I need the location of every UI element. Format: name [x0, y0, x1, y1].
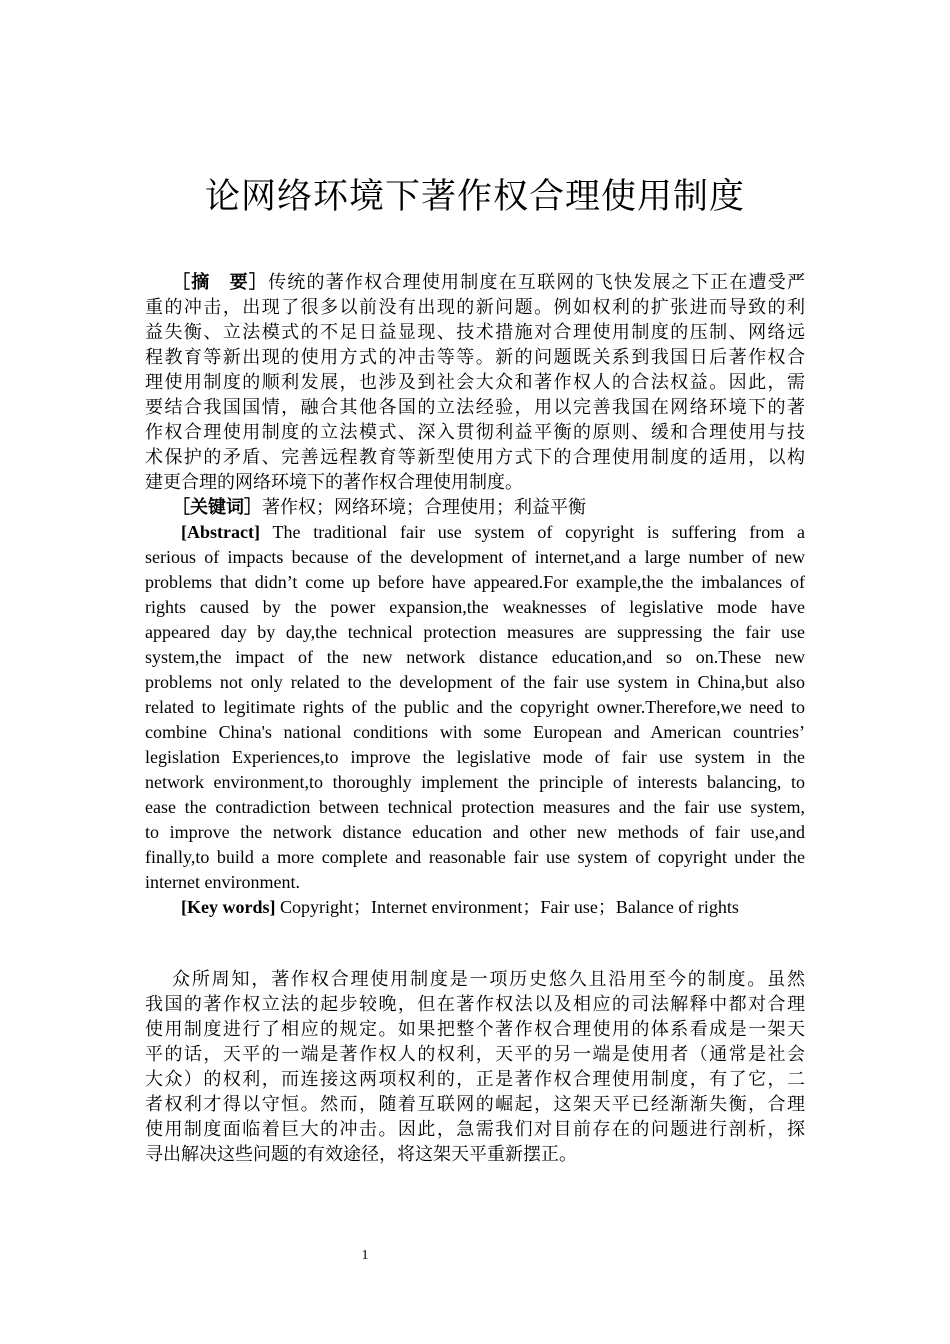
- section-label: ［关键词］: [172, 497, 262, 517]
- line-text: serious of impacts because of the development of internet,and a large number of new: [145, 547, 805, 567]
- line-text: 益失衡、立法模式的不足日益显现、技术措施对合理使用制度的压制、网络远: [145, 322, 805, 342]
- text-line: [145, 795, 805, 820]
- chinese-abstract: [145, 270, 805, 520]
- text-line: [145, 1092, 805, 1117]
- text-line: [145, 695, 805, 720]
- line-text: 要结合我国国情，融合其他各国的立法经验，用以完善我国在网络环境下的著: [145, 397, 805, 417]
- text-line: [145, 845, 805, 870]
- line-text: 理使用制度的顺利发展，也涉及到社会大众和著作权人的合法权益。因此，需: [145, 372, 805, 392]
- line-text: 术保护的矛盾、完善远程教育等新型使用方式下的合理使用制度的适用，以构: [145, 447, 805, 467]
- line-text: ease the contradiction between technical protection measures and the fair use system,: [145, 797, 805, 817]
- line-text: 作权合理使用制度的立法模式、深入贯彻利益平衡的原则、缓和合理使用与技: [145, 422, 805, 442]
- line-text: system,the impact of the new network distance education,and so on.These new: [145, 647, 805, 667]
- text-line: [145, 570, 805, 595]
- document-title: 论网络环境下著作权合理使用制度: [204, 177, 745, 217]
- text-line: [145, 1117, 805, 1142]
- line-text: internet environment.: [145, 872, 300, 892]
- text-line: [145, 395, 805, 420]
- text-line: [145, 1067, 805, 1092]
- page-number: 1: [361, 1248, 369, 1263]
- text-line: [145, 1042, 805, 1067]
- text-line: [145, 270, 805, 295]
- line-text: 平的话，天平的一端是著作权人的权利，天平的另一端是使用者（通常是社会: [145, 1044, 805, 1064]
- abstract-cn-paragraph: [145, 270, 805, 495]
- line-text: to improve the network distance education and other new methods of fair use,and: [145, 822, 805, 842]
- line-text: problems not only related to the development of the fair use system in China,but also: [145, 672, 805, 692]
- text-line: [145, 620, 805, 645]
- section-label: ［摘 要］: [172, 272, 269, 292]
- text-line: [145, 470, 805, 495]
- line-text: 著作权；网络环境；合理使用；利益平衡: [262, 497, 586, 517]
- line-text: 寻出解决这些问题的有效途径，将这架天平重新摆正。: [145, 1144, 577, 1164]
- text-line: [145, 445, 805, 470]
- line-text: 传统的著作权合理使用制度在互联网的飞快发展之下正在遭受严: [268, 272, 805, 292]
- text-line: [145, 370, 805, 395]
- text-line: [145, 495, 805, 520]
- line-text: related to legitimate rights of the public and the copyright owner.Therefore,we need to: [145, 697, 805, 717]
- text-line: [145, 295, 805, 320]
- english-abstract: [145, 520, 805, 920]
- abstract-en-paragraph: [145, 520, 805, 895]
- section-label: [Key words]: [181, 897, 276, 917]
- text-line: [145, 745, 805, 770]
- line-text: legislation Experiences,to improve the legislative mode of fair use system in the: [145, 747, 805, 767]
- line-text: 众所周知，著作权合理使用制度是一项历史悠久且沿用至今的制度。虽然: [172, 969, 805, 989]
- text-line: [145, 345, 805, 370]
- line-text: 大众）的权利，而连接这两项权利的，正是著作权合理使用制度，有了它，二: [145, 1069, 805, 1089]
- keywords-en-paragraph: [145, 895, 805, 920]
- line-text: 建更合理的网络环境下的著作权合理使用制度。: [145, 472, 523, 492]
- text-line: [145, 992, 805, 1017]
- line-text: The traditional fair use system of copyright is suffering from a: [259, 522, 805, 542]
- body-text: [145, 967, 805, 1167]
- text-line: [145, 720, 805, 745]
- text-line: [145, 967, 805, 992]
- text-line: [145, 520, 805, 545]
- line-text: network environment,to thoroughly implement the principle of interests balancing, to: [145, 772, 805, 792]
- line-text: combine China's national conditions with some European and American countries’: [145, 722, 805, 742]
- text-line: [145, 895, 805, 920]
- text-line: [145, 1017, 805, 1042]
- text-line: [145, 420, 805, 445]
- text-line: [145, 320, 805, 345]
- text-line: [145, 770, 805, 795]
- line-text: 使用制度进行了相应的规定。如果把整个著作权合理使用的体系看成是一架天: [145, 1019, 805, 1039]
- section-label: [Abstract]: [181, 522, 260, 542]
- text-line: [145, 820, 805, 845]
- intro-paragraph: [145, 967, 805, 1167]
- line-text: appeared day by day,the technical protection measures are suppressing the fair use: [145, 622, 805, 642]
- line-text: Copyright；Internet environment；Fair use；Balance of rights: [275, 897, 739, 917]
- text-line: [145, 595, 805, 620]
- text-line: [145, 670, 805, 695]
- line-text: 重的冲击，出现了很多以前没有出现的新问题。例如权利的扩张进而导致的利: [145, 297, 805, 317]
- line-text: finally,to build a more complete and reasonable fair use system of copyright under the: [145, 847, 805, 867]
- text-line: [145, 645, 805, 670]
- keywords-cn-paragraph: [145, 495, 805, 520]
- text-line: [145, 1142, 805, 1167]
- text-line: [145, 545, 805, 570]
- line-text: problems that didn’t come up before have appeared.For example,the the imbalances of: [145, 572, 805, 592]
- line-text: 使用制度面临着巨大的冲击。因此，急需我们对目前存在的问题进行剖析，探: [145, 1119, 805, 1139]
- line-text: 程教育等新出现的使用方式的冲击等等。新的问题既关系到我国日后著作权合: [145, 347, 805, 367]
- text-line: [145, 870, 805, 895]
- line-text: rights caused by the power expansion,the weaknesses of legislative mode have: [145, 597, 805, 617]
- line-text: 者权利才得以守恒。然而，随着互联网的崛起，这架天平已经渐渐失衡，合理: [145, 1094, 805, 1114]
- line-text: 我国的著作权立法的起步较晚，但在著作权法以及相应的司法解释中都对合理: [145, 994, 805, 1014]
